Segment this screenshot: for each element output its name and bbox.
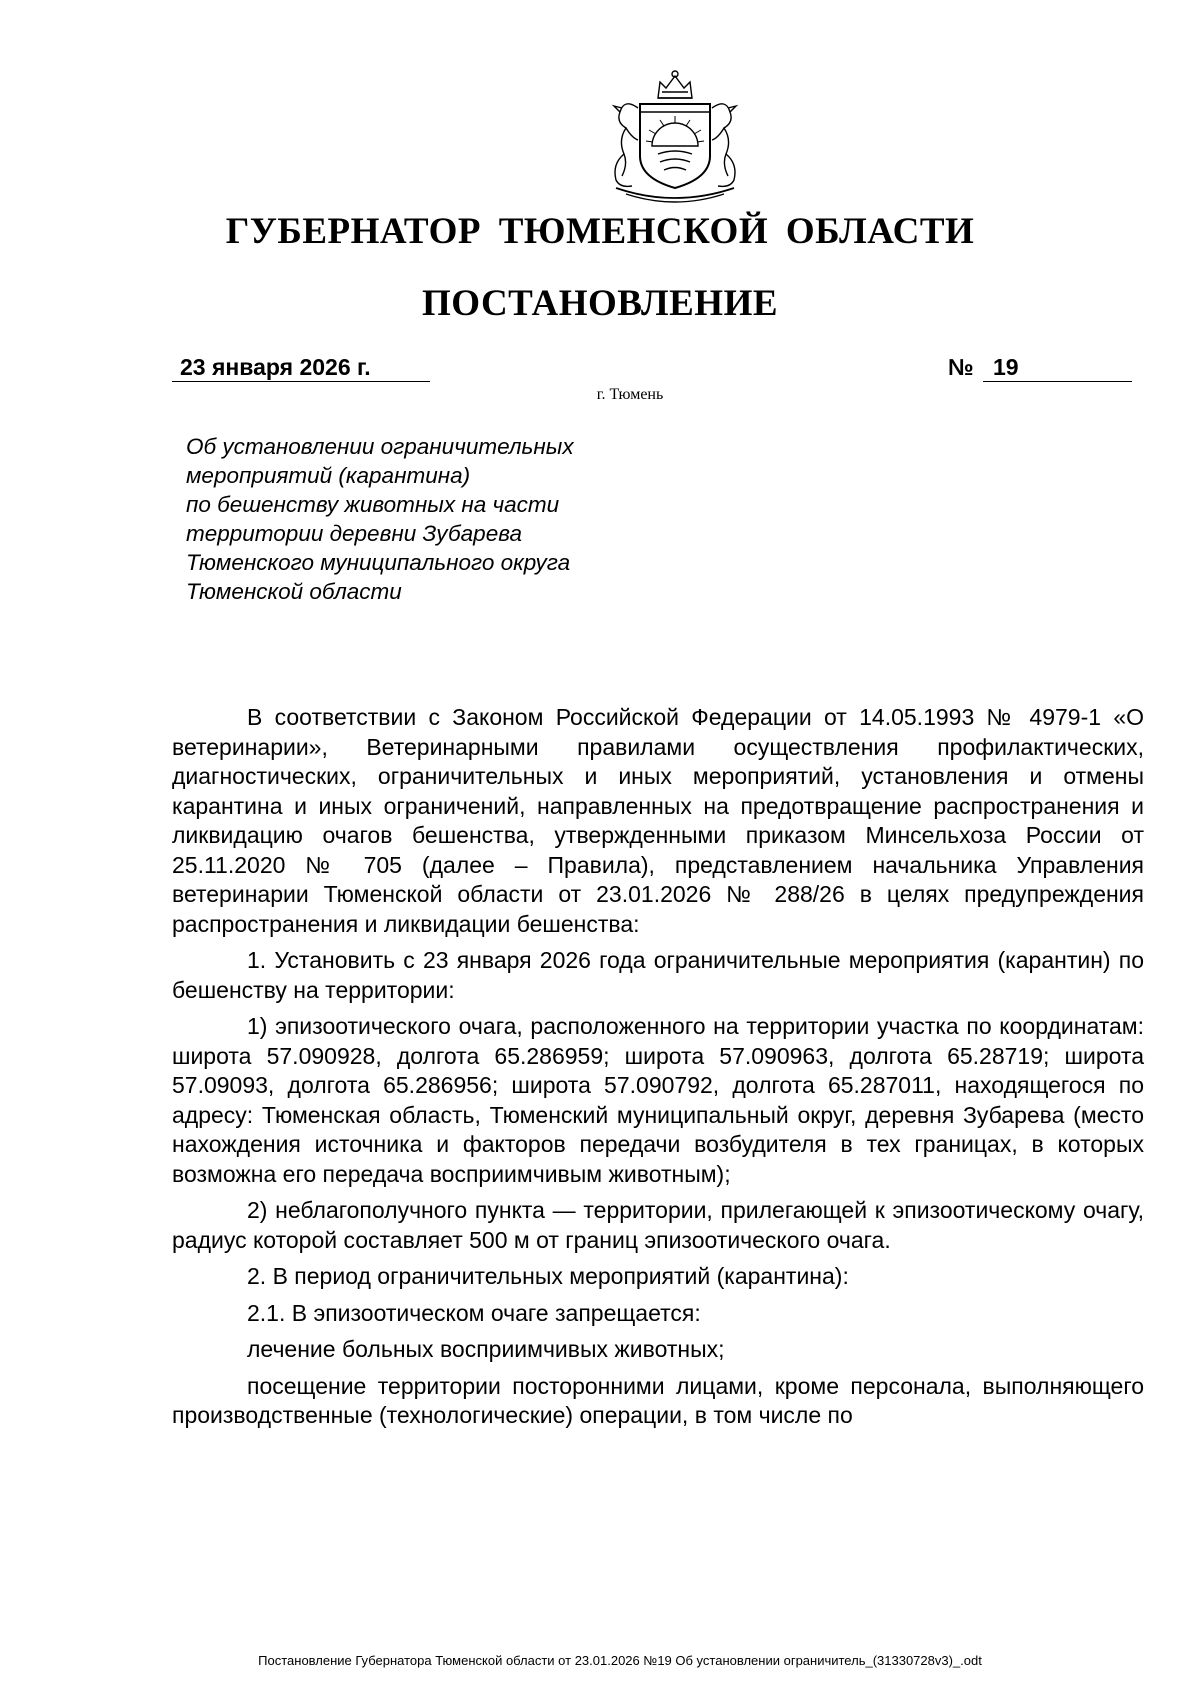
coat-of-arms-icon: [602, 68, 748, 204]
clause-2-1-paragraph: 2.1. В эпизоотическом очаге запрещается:: [247, 1299, 701, 1326]
subject-line: территории деревни Зубарева: [186, 521, 522, 546]
subject-line: Тюменской области: [186, 579, 402, 604]
clause-1-1-paragraph: 1) эпизоотического очага, расположенного на территории участка по координатам: широта 57.090928, долгота 65.286959; широта 57.090963, долгота 65.28719; широта 57.09093, долгота 65.286956; широта 57.090792, долгота 65.287011, находящегося по адресу: Тюменская область, Тюменский муниципальный округ, деревня Зубарева (место нахождения источника и факторов передачи возбудителя в тех границах, в которых возможна его передача восприимчивым животным);: [172, 1013, 1144, 1187]
document-date: 23 января 2026 г.: [172, 352, 430, 382]
document-number: 19: [983, 352, 1132, 382]
document-type: ПОСТАНОВЛЕНИЕ: [421, 283, 779, 324]
subject-line: Об установлении ограничительных: [186, 434, 574, 459]
document-footer: Постановление Губернатора Тюменской области от 23.01.2026 №19 Об установлении ограничитель_(31330728v3)_.odt: [258, 1653, 982, 1668]
authority-title: ГУБЕРНАТОР ТЮМЕНСКОЙ ОБЛАСТИ: [225, 211, 975, 252]
clause-2-paragraph: 2. В период ограничительных мероприятий (карантина):: [247, 1263, 849, 1289]
city: г. Тюмень: [596, 386, 664, 403]
document-subject: [186, 432, 706, 606]
subject-line: по бешенству животных на части: [186, 492, 560, 517]
number-sign: №: [948, 354, 974, 380]
clause-1-2-paragraph: 2) неблагополучного пункта — территории, прилегающей к эпизоотическому очагу, радиус которой составляет 500 м от границ эпизоотического очага.: [172, 1197, 1144, 1253]
clause-1-paragraph: 1. Установить с 23 января 2026 года ограничительные мероприятия (карантин) по бешенству на территории:: [172, 947, 1144, 1003]
document-body: [172, 703, 1144, 1431]
preamble-paragraph: В соответствии с Законом Российской Федерации от 14.05.1993 № 4979-1 «О ветеринарии», Ветеринарными правилами осуществления профилактических, диагностических, ограничительных и иных мероприятий, установления и отмены карантина и иных ограничений, направленных на предотвращение распространения и ликвидацию очагов бешенства, утвержденными приказом Минсельхоза России от 25.11.2020 № 705 (далее – Правила), представлением начальника Управления ветеринарии Тюменской области от 23.01.2026 № 288/26 в целях предупреждения распространения и ликвидации бешенства:: [172, 704, 1144, 937]
prohibition-item: посещение территории посторонними лицами, кроме персонала, выполняющего производственные (технологические) операции, в том числе по: [172, 1372, 1144, 1428]
prohibition-item: лечение больных восприимчивых животных;: [247, 1336, 725, 1362]
subject-line: Тюменского муниципального округа: [186, 550, 571, 575]
subject-line: мероприятий (карантина): [186, 463, 471, 488]
document-number-field: [948, 352, 1132, 382]
